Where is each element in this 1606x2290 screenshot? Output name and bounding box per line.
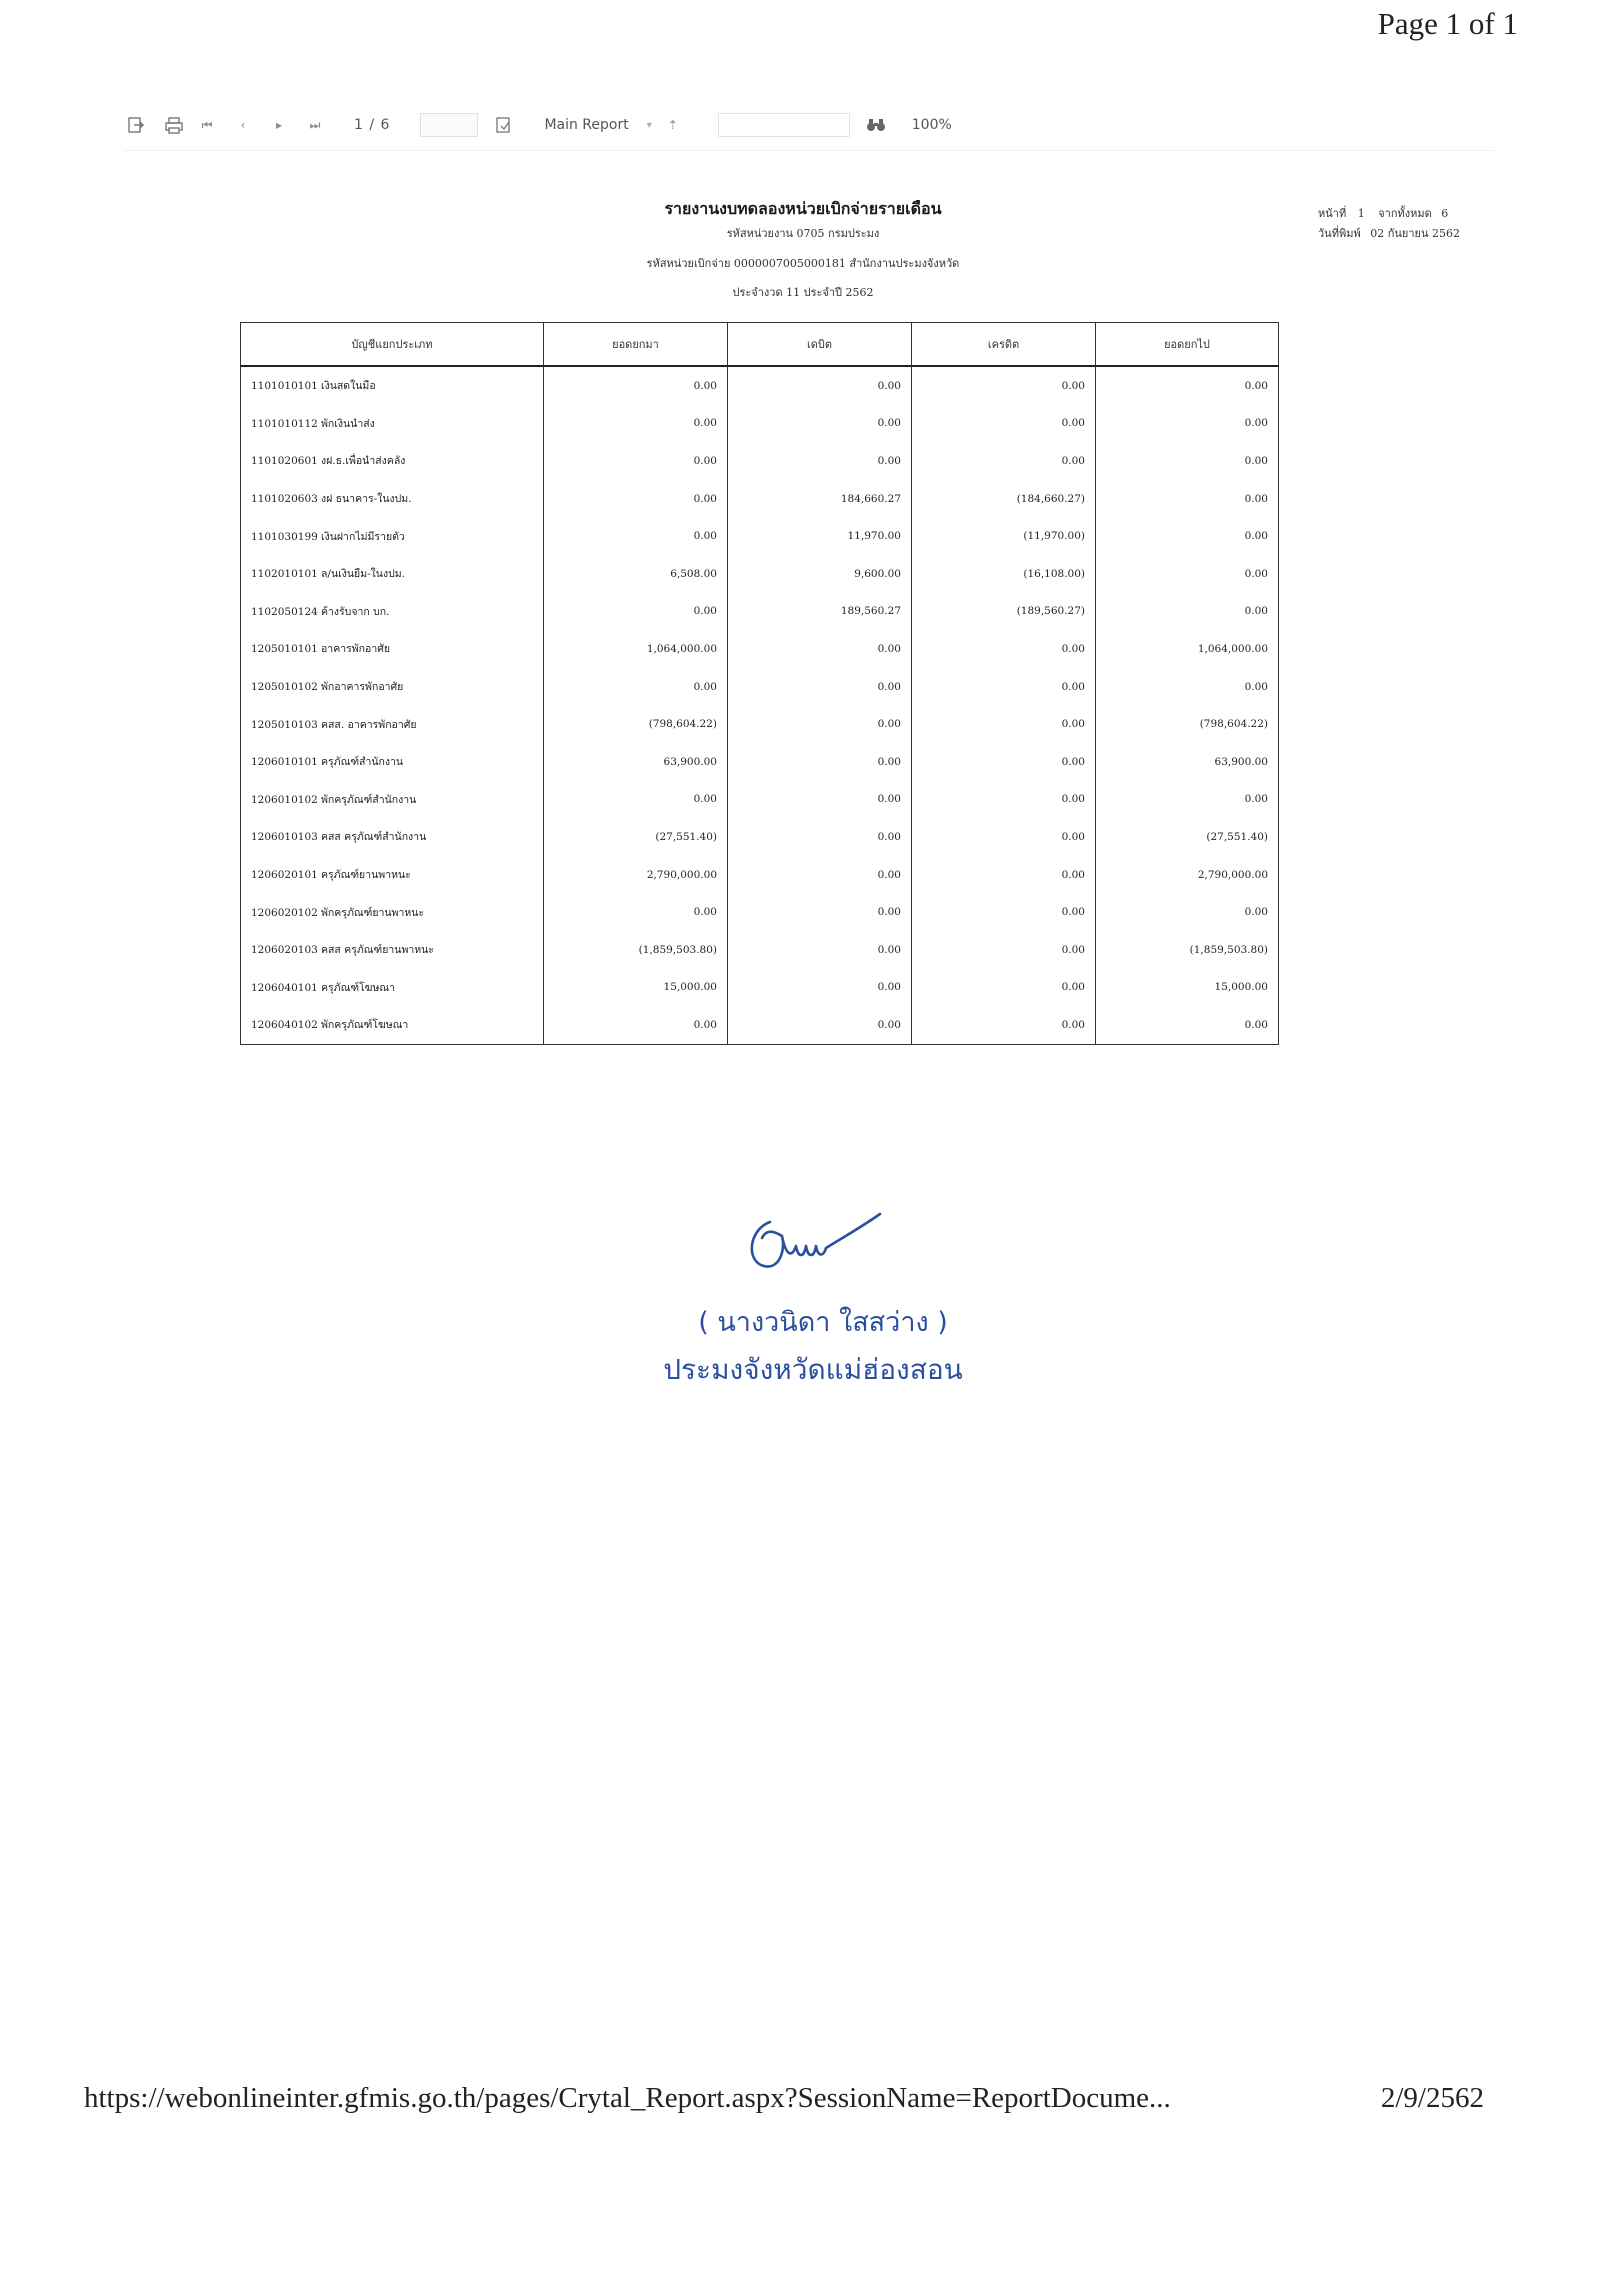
page-number: 1 <box>1357 207 1365 220</box>
credit-cell: 0.00 <box>912 818 1096 856</box>
total-pages: 6 <box>1441 207 1449 220</box>
table-row <box>241 405 1279 443</box>
table-row <box>241 480 1279 518</box>
brought-forward-cell: (1,859,503.80) <box>544 931 728 969</box>
account-name: งฝ.ธ.เพื่อนำส่งคลัง <box>321 455 406 468</box>
account-cell <box>241 969 544 1007</box>
carried-forward-cell: 0.00 <box>1096 781 1279 819</box>
credit-cell: 0.00 <box>912 931 1096 969</box>
carried-forward-cell: (27,551.40) <box>1096 818 1279 856</box>
account-cell <box>241 480 544 518</box>
credit-cell: (16,108.00) <box>912 555 1096 593</box>
account-code: 1206020103 <box>251 944 318 957</box>
account-code: 1101030199 <box>251 530 318 543</box>
brought-forward-cell: 0.00 <box>544 893 728 931</box>
account-name: พักอาคารพักอาศัย <box>321 681 404 694</box>
debit-cell: 0.00 <box>728 856 912 894</box>
credit-cell: 0.00 <box>912 630 1096 668</box>
table-row <box>241 743 1279 781</box>
page-indicator: 1 / 6 <box>354 117 391 133</box>
credit-cell: 0.00 <box>912 893 1096 931</box>
table-row <box>241 593 1279 631</box>
zoom-select[interactable]: 100% <box>911 117 952 133</box>
account-name: ครุภัณฑ์ยานพาหนะ <box>321 869 411 882</box>
debit-cell: 0.00 <box>728 705 912 743</box>
carried-forward-cell: 0.00 <box>1096 668 1279 706</box>
signer-title: ประมงจังหวัดแม่ฮ่องสอน <box>663 1353 963 1386</box>
first-page-icon[interactable]: ⏮ <box>201 117 213 132</box>
credit-cell: 0.00 <box>912 743 1096 781</box>
brought-forward-cell: (27,551.40) <box>544 818 728 856</box>
account-name: อาคารพักอาศัย <box>321 643 391 656</box>
account-cell <box>241 931 544 969</box>
carried-forward-cell: 0.00 <box>1096 593 1279 631</box>
previous-page-icon[interactable]: ‹ <box>240 118 246 132</box>
debit-cell: 0.00 <box>728 668 912 706</box>
carried-forward-cell: 0.00 <box>1096 1006 1279 1044</box>
print-icon[interactable] <box>162 113 186 137</box>
account-code: 1206010101 <box>251 756 318 769</box>
carried-forward-cell: 2,790,000.00 <box>1096 856 1279 894</box>
print-date-info <box>1318 224 1460 242</box>
credit-cell: 0.00 <box>912 856 1096 894</box>
account-code: 1206040102 <box>251 1019 318 1032</box>
search-text-input[interactable] <box>718 113 850 137</box>
brought-forward-cell: 0.00 <box>544 405 728 443</box>
account-code: 1205010101 <box>251 643 318 656</box>
header-account: บัญชีแยกประเภท <box>241 323 544 367</box>
debit-cell: 11,970.00 <box>728 517 912 555</box>
brought-forward-cell: 0.00 <box>544 480 728 518</box>
account-name: เงินฝากไม่มีรายตัว <box>321 530 405 543</box>
brought-forward-cell: 1,064,000.00 <box>544 630 728 668</box>
account-cell <box>241 743 544 781</box>
account-code: 1101020601 <box>251 455 318 468</box>
carried-forward-cell: (1,859,503.80) <box>1096 931 1279 969</box>
account-code: 1206040101 <box>251 981 318 994</box>
brought-forward-cell: 15,000.00 <box>544 969 728 1007</box>
account-name: ค้างรับจาก บก. <box>321 605 390 618</box>
brought-forward-cell: 2,790,000.00 <box>544 856 728 894</box>
debit-cell: 0.00 <box>728 1006 912 1044</box>
table-row <box>241 969 1279 1007</box>
table-row <box>241 781 1279 819</box>
account-code: 1205010103 <box>251 718 318 731</box>
chevron-down-icon: ▾ <box>646 119 652 131</box>
account-cell <box>241 705 544 743</box>
account-code: 1206020101 <box>251 869 318 882</box>
table-row <box>241 366 1279 405</box>
debit-cell: 184,660.27 <box>728 480 912 518</box>
report-select[interactable] <box>544 117 651 133</box>
goto-page-input[interactable] <box>420 113 478 137</box>
header-brought-forward: ยอดยกมา <box>544 323 728 367</box>
toolbar-divider <box>124 150 1494 151</box>
account-cell <box>241 818 544 856</box>
carried-forward-cell: 63,900.00 <box>1096 743 1279 781</box>
account-name: คสส. อาคารพักอาศัย <box>321 718 417 731</box>
credit-cell: 0.00 <box>912 366 1096 405</box>
brought-forward-cell: 0.00 <box>544 1006 728 1044</box>
debit-cell: 0.00 <box>728 442 912 480</box>
header-debit: เดบิต <box>728 323 912 367</box>
table-row <box>241 856 1279 894</box>
account-name: คสส ครุภัณฑ์ยานพาหนะ <box>321 944 435 957</box>
account-code: 1206020102 <box>251 906 318 919</box>
account-code: 1206010102 <box>251 793 318 806</box>
account-cell <box>241 555 544 593</box>
trial-balance-table <box>240 322 1279 1045</box>
report-title: รายงานงบทดลองหน่วยเบิกจ่ายรายเดือน <box>664 199 942 218</box>
account-code: 1205010102 <box>251 681 318 694</box>
parent-report-icon[interactable]: ⇡ <box>667 118 678 132</box>
footer-url: https://webonlineinter.gfmis.go.th/pages/Crytal_Report.aspx?SessionName=ReportDocume... <box>84 2082 1171 2114</box>
account-cell <box>241 668 544 706</box>
account-cell <box>241 893 544 931</box>
table-row <box>241 1006 1279 1044</box>
signer-name: ( นางวนิดา ใสสว่าง ) <box>698 1307 948 1338</box>
debit-cell: 0.00 <box>728 893 912 931</box>
credit-cell: 0.00 <box>912 405 1096 443</box>
account-cell <box>241 630 544 668</box>
table-body <box>241 366 1279 1044</box>
header-carried-forward: ยอดยกไป <box>1096 323 1279 367</box>
brought-forward-cell: 63,900.00 <box>544 743 728 781</box>
table-row <box>241 818 1279 856</box>
brought-forward-cell: 0.00 <box>544 668 728 706</box>
debit-cell: 0.00 <box>728 405 912 443</box>
page-info <box>1318 204 1448 222</box>
debit-cell: 0.00 <box>728 781 912 819</box>
account-code: 1102010101 <box>251 568 318 581</box>
brought-forward-cell: 0.00 <box>544 517 728 555</box>
credit-cell: 0.00 <box>912 442 1096 480</box>
brought-forward-cell: 0.00 <box>544 442 728 480</box>
account-name: ล/นเงินยืม-ในงปม. <box>321 568 406 581</box>
period-line: ประจำงวด 11 ประจำปี 2562 <box>732 286 874 299</box>
table-row <box>241 442 1279 480</box>
report-select-value: Main Report <box>544 117 629 133</box>
credit-cell: (11,970.00) <box>912 517 1096 555</box>
credit-cell: (184,660.27) <box>912 480 1096 518</box>
debit-cell: 0.00 <box>728 818 912 856</box>
account-code: 1101010112 <box>251 417 318 430</box>
table-row <box>241 893 1279 931</box>
table-row <box>241 705 1279 743</box>
carried-forward-cell: 1,064,000.00 <box>1096 630 1279 668</box>
debit-cell: 0.00 <box>728 630 912 668</box>
brought-forward-cell: 0.00 <box>544 781 728 819</box>
debit-cell: 0.00 <box>728 969 912 1007</box>
handwritten-signature <box>742 1200 892 1280</box>
brought-forward-cell: 6,508.00 <box>544 555 728 593</box>
account-name: เงินสดในมือ <box>321 380 376 393</box>
account-name: ครุภัณฑ์โฆษณา <box>321 981 396 994</box>
account-code: 1102050124 <box>251 605 318 618</box>
print-page-label: Page 1 of 1 <box>1377 6 1518 41</box>
carried-forward-cell: (798,604.22) <box>1096 705 1279 743</box>
account-name: ครุภัณฑ์สำนักงาน <box>321 756 404 769</box>
carried-forward-cell: 0.00 <box>1096 366 1279 405</box>
print-footer <box>84 2082 1484 2115</box>
credit-cell: 0.00 <box>912 781 1096 819</box>
table-header-row <box>241 323 1279 367</box>
carried-forward-cell: 0.00 <box>1096 893 1279 931</box>
account-cell <box>241 856 544 894</box>
account-name: พักครุภัณฑ์ยานพาหนะ <box>321 906 425 919</box>
debit-cell: 9,600.00 <box>728 555 912 593</box>
account-cell <box>241 517 544 555</box>
print-date-label: วันที่พิมพ์ <box>1318 227 1361 240</box>
account-code: 1206010103 <box>251 831 318 844</box>
next-page-icon[interactable]: ▸ <box>275 118 283 132</box>
carried-forward-cell: 0.00 <box>1096 405 1279 443</box>
account-cell <box>241 781 544 819</box>
export-icon[interactable] <box>124 113 148 137</box>
account-code: 1101020603 <box>251 493 318 506</box>
account-cell <box>241 405 544 443</box>
header-credit: เครดิต <box>912 323 1096 367</box>
footer-date: 2/9/2562 <box>1380 2082 1484 2114</box>
account-name: คสส ครุภัณฑ์สำนักงาน <box>321 831 427 844</box>
account-cell <box>241 593 544 631</box>
page-label: หน้าที่ <box>1318 207 1347 220</box>
disbursing-unit-line: รหัสหน่วยเบิกจ่าย 0000007005000181 สำนักงานประมงจังหวัด <box>646 257 960 270</box>
brought-forward-cell: (798,604.22) <box>544 705 728 743</box>
debit-cell: 0.00 <box>728 366 912 405</box>
table-row <box>241 668 1279 706</box>
account-cell <box>241 442 544 480</box>
carried-forward-cell: 0.00 <box>1096 480 1279 518</box>
account-cell <box>241 1006 544 1044</box>
brought-forward-cell: 0.00 <box>544 593 728 631</box>
table-row <box>241 555 1279 593</box>
table-row <box>241 517 1279 555</box>
agency-line: รหัสหน่วยงาน 0705 กรมประมง <box>726 227 880 240</box>
carried-forward-cell: 15,000.00 <box>1096 969 1279 1007</box>
binoculars-icon[interactable] <box>864 113 888 137</box>
account-code: 1101010101 <box>251 380 318 393</box>
account-name: งฝ ธนาคาร-ในงปม. <box>321 493 412 506</box>
credit-cell: (189,560.27) <box>912 593 1096 631</box>
carried-forward-cell: 0.00 <box>1096 517 1279 555</box>
last-page-icon[interactable]: ⏭ <box>309 117 321 132</box>
carried-forward-cell: 0.00 <box>1096 555 1279 593</box>
report-viewer-toolbar <box>124 108 974 142</box>
account-name: พักครุภัณฑ์โฆษณา <box>321 1019 409 1032</box>
account-name: พักเงินนำส่ง <box>321 417 375 430</box>
carried-forward-cell: 0.00 <box>1096 442 1279 480</box>
credit-cell: 0.00 <box>912 705 1096 743</box>
goto-page-icon[interactable] <box>492 113 516 137</box>
print-date: 02 กันยายน 2562 <box>1370 227 1460 240</box>
table-row <box>241 630 1279 668</box>
credit-cell: 0.00 <box>912 668 1096 706</box>
debit-cell: 0.00 <box>728 931 912 969</box>
debit-cell: 0.00 <box>728 743 912 781</box>
brought-forward-cell: 0.00 <box>544 366 728 405</box>
total-label: จากทั้งหมด <box>1378 207 1432 220</box>
credit-cell: 0.00 <box>912 969 1096 1007</box>
debit-cell: 189,560.27 <box>728 593 912 631</box>
account-name: พักครุภัณฑ์สำนักงาน <box>321 793 417 806</box>
credit-cell: 0.00 <box>912 1006 1096 1044</box>
table-row <box>241 931 1279 969</box>
account-cell <box>241 366 544 405</box>
